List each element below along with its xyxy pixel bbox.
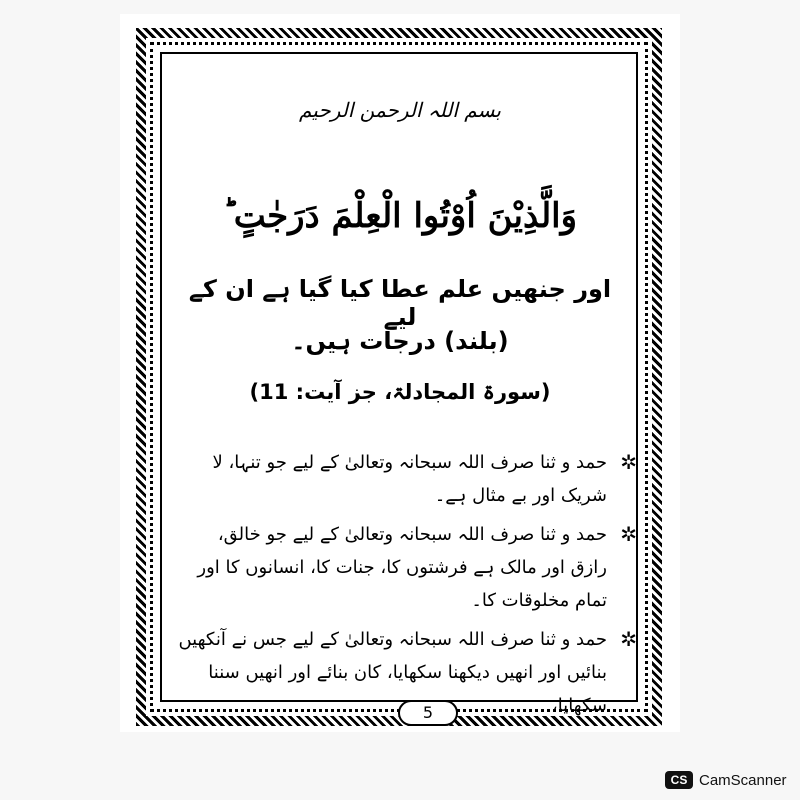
list-item — [177, 446, 637, 512]
star-icon: ✲ — [620, 450, 637, 474]
list-item — [177, 518, 637, 617]
translation-line-2: (بلند) درجات ہیں۔ — [291, 327, 509, 355]
list-item-text: حمد و ثنا صرف اللہ سبحانہ وتعالیٰ کے لیے جو خالق، رازق اور مالک ہے فرشتوں کا، جنات کا، انسانوں کا اور تمام مخلوقات کا۔ — [197, 524, 607, 611]
star-icon: ✲ — [620, 522, 637, 546]
quran-verse: وَالَّذِيْنَ اُوْتُوا الْعِلْمَ دَرَجٰتٍ ؕ — [222, 196, 578, 236]
bismillah-calligraphy: بسم اللہ الرحمن الرحیم — [298, 98, 501, 122]
list-item-text: حمد و ثنا صرف اللہ سبحانہ وتعالیٰ کے لیے جس نے آنکھیں بنائیں اور انھیں دیکھنا سکھایا، کان بنائے اور انھیں سننا سکھایا، — [178, 629, 607, 716]
camscanner-label: CamScanner — [699, 771, 787, 789]
camscanner-logo: CS — [665, 771, 693, 789]
verse-reference: (سورۃ المجادلۃ، جز آیت: 11) — [249, 380, 551, 404]
camscanner-watermark — [665, 770, 787, 790]
page-content — [175, 70, 637, 716]
star-icon: ✲ — [620, 627, 637, 651]
page-number: 5 — [398, 700, 458, 726]
list-item-text: حمد و ثنا صرف اللہ سبحانہ وتعالیٰ کے لیے جو تنہا، لا شریک اور بے مثال ہے۔ — [212, 452, 607, 506]
translation-line-1: اور جنھیں علم عطا کیا گیا ہے ان کے لیے — [188, 275, 612, 331]
praise-list — [177, 446, 637, 728]
